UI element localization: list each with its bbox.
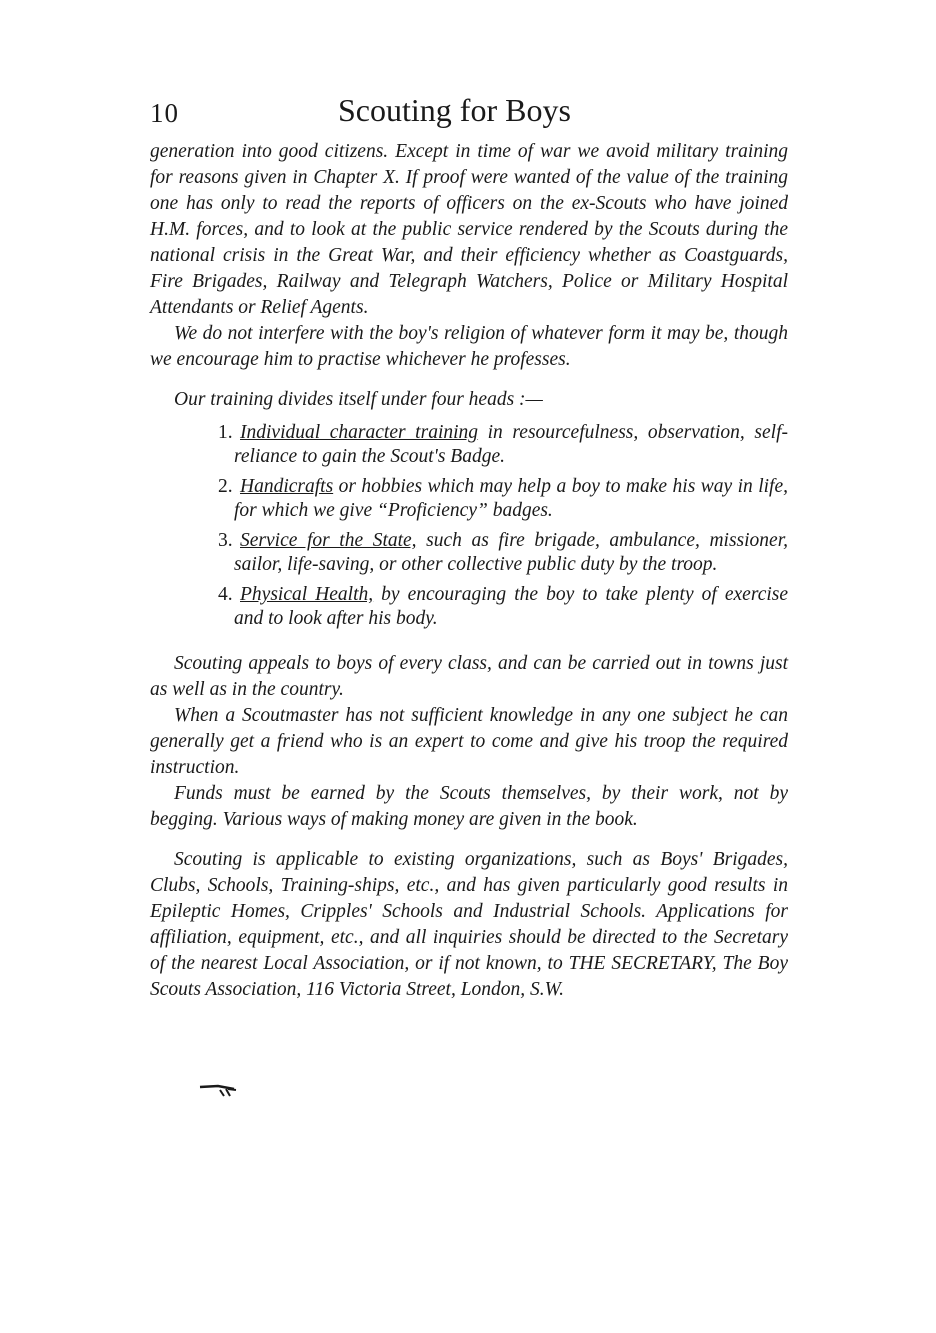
list-number: 2. xyxy=(218,476,233,497)
head-description: such as fire brigade, ambulance, missioner, sailor, life-saving, or other collective public duty by the troop. xyxy=(234,530,788,575)
list-item xyxy=(150,583,788,631)
head-title: Handicrafts xyxy=(240,476,334,497)
head-title: Service for the State, xyxy=(240,530,417,551)
page-number: 10 xyxy=(150,98,179,128)
heads-list xyxy=(150,421,788,631)
head-description: by encouraging the boy to take plenty of exercise and to look after his body. xyxy=(234,584,789,629)
list-item xyxy=(150,475,788,523)
page-header xyxy=(150,92,790,138)
head-title: Individual character training xyxy=(240,422,479,443)
head-description: in resourcefulness, observation, self-reliance to gain the Scout's Badge. xyxy=(234,422,788,467)
paragraph-every-class: Scouting appeals to boys of every class, and can be carried out in towns just as well as in the country. xyxy=(150,653,788,700)
list-item xyxy=(150,421,788,469)
list-number: 3. xyxy=(218,530,233,551)
paragraph-four-heads: Our training divides itself under four heads :— xyxy=(174,389,543,410)
list-number: 1. xyxy=(218,422,233,443)
page-body xyxy=(150,139,788,1003)
head-title: Physical Health, xyxy=(240,584,374,605)
running-title: Scouting for Boys xyxy=(338,92,571,128)
list-number: 4. xyxy=(218,584,233,605)
paragraph-scoutmaster: When a Scoutmaster has not sufficient knowledge in any one subject he can generally get a friend who is an expert to come and give his troop the required instruction. xyxy=(150,705,788,778)
head-description: or hobbies which may help a boy to make his way in life, for which we give “Proficiency” badges. xyxy=(234,476,788,521)
paragraph-funds: Funds must be earned by the Scouts themselves, by their work, not by begging. Various ways of making money are given in the book. xyxy=(150,783,788,830)
list-item xyxy=(150,529,788,577)
paragraph-citizens: generation into good citizens. Except in time of war we avoid military training for reasons given in Chapter X. If proof were wanted of the value of the training one has only to read the reports of officers on the ex-Scouts who have joined H.M. forces, and to look at the public service rendered by the Scouts during the national crisis in the Great War, and their efficiency whether as Coastguards, Fire Brigades, Railway and Telegraph Watchers, Police or Military Hospital Attendants or Relief Agents. xyxy=(150,141,788,318)
paragraph-religion: We do not interfere with the boy's religion of whatever form it may be, though we encourage him to practise whichever he professes. xyxy=(150,323,788,370)
paragraph-organizations: Scouting is applicable to existing organizations, such as Boys' Brigades, Clubs, Schools, Training-ships, etc., and has given particularly good results in Epileptic Homes, Cripples' Schools and Industrial Schools. Applications for affiliation, equipment, etc., and all inquiries should be directed to the Secretary of the nearest Local Association, or if not known, to THE SECRETARY, The Boy Scouts Association, 116 Victoria Street, London, S.W. xyxy=(150,849,788,1000)
printer-mark-icon xyxy=(198,1084,238,1098)
